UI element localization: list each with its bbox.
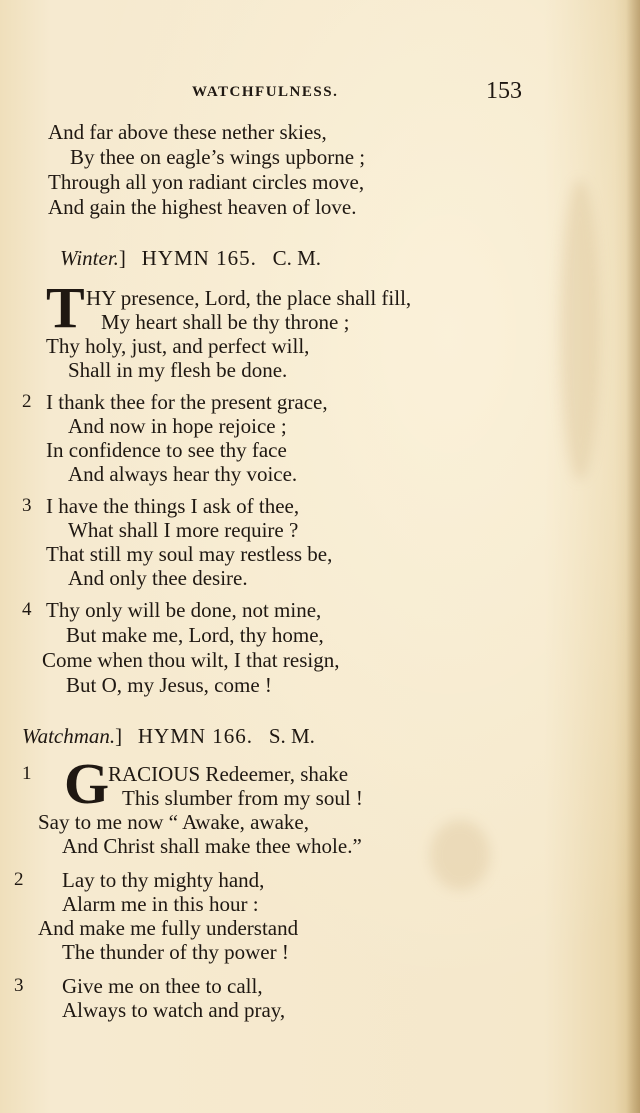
hymn-number: HYMN 166. xyxy=(137,724,254,748)
verse-line: Thy only will be done, not mine, xyxy=(46,598,322,622)
verse-line: I have the things I ask of thee, xyxy=(46,494,300,518)
tune-name: Winter. xyxy=(60,246,119,270)
page-number: 153 xyxy=(486,78,522,104)
stanza-number: 2 xyxy=(14,869,24,890)
verse-line: And far above these nether skies, xyxy=(48,120,327,144)
verse-line: Come when thou wilt, I that resign, xyxy=(42,648,340,672)
hymn-heading xyxy=(22,724,315,748)
verse-line: Shall in my flesh be done. xyxy=(68,358,288,382)
tune-bracket: ] xyxy=(118,246,126,270)
hymn-meter: C. M. xyxy=(272,246,322,270)
verse-line: What shall I more require ? xyxy=(68,518,299,542)
verse-line: The thunder of thy power ! xyxy=(62,940,289,964)
drop-cap: G xyxy=(64,751,110,816)
hymn-number: HYMN 165. xyxy=(141,246,257,270)
verse-line: And only thee desire. xyxy=(68,566,248,590)
verse-line: Thy holy, just, and perfect will, xyxy=(46,334,310,358)
stanza-number: 1 xyxy=(22,763,32,784)
hymn-meter: S. M. xyxy=(268,724,315,748)
stanza-number: 3 xyxy=(14,975,24,996)
stanza-number: 2 xyxy=(22,391,32,412)
verse-line: This slumber from my soul ! xyxy=(122,786,363,810)
verse-line: Lay to thy mighty hand, xyxy=(62,868,265,892)
verse-line: And gain the highest heaven of love. xyxy=(48,195,357,219)
page-stain xyxy=(430,820,490,890)
verse-line: Say to me now “ Awake, awake, xyxy=(38,810,309,834)
verse-line: By thee on eagle’s wings upborne ; xyxy=(70,145,366,169)
verse-line: Always to watch and pray, xyxy=(62,998,286,1022)
verse-line: Alarm me in this hour : xyxy=(62,892,259,916)
verse-line: And Christ shall make thee whole.” xyxy=(62,834,362,858)
verse-line: That still my soul may restless be, xyxy=(46,542,333,566)
verse-line: HY presence, Lord, the place shall fill, xyxy=(86,286,412,310)
verse-line: My heart shall be thy throne ; xyxy=(101,310,350,334)
running-title: WATCHFULNESS. xyxy=(192,84,339,100)
stanza-number: 3 xyxy=(22,495,32,516)
stanza-number: 4 xyxy=(22,599,32,620)
verse-line: And now in hope rejoice ; xyxy=(68,414,287,438)
page-edge-shadow xyxy=(626,0,640,1113)
tune-name: Watchman. xyxy=(22,724,116,748)
drop-cap: T xyxy=(46,275,85,340)
verse-line: And make me fully understand xyxy=(38,916,299,940)
verse-line: In confidence to see thy face xyxy=(46,438,287,462)
hymn-heading xyxy=(60,246,321,270)
verse-line: RACIOUS Redeemer, shake xyxy=(108,762,349,786)
verse-line: And always hear thy voice. xyxy=(68,462,298,486)
tune-bracket: ] xyxy=(115,724,123,748)
verse-line: But make me, Lord, thy home, xyxy=(66,623,324,647)
verse-line: Through all yon radiant circles move, xyxy=(48,170,365,194)
verse-line: But O, my Jesus, come ! xyxy=(66,673,272,697)
verse-line: I thank thee for the present grace, xyxy=(46,390,328,414)
verse-line: Give me on thee to call, xyxy=(62,974,263,998)
page-stain xyxy=(560,180,600,480)
